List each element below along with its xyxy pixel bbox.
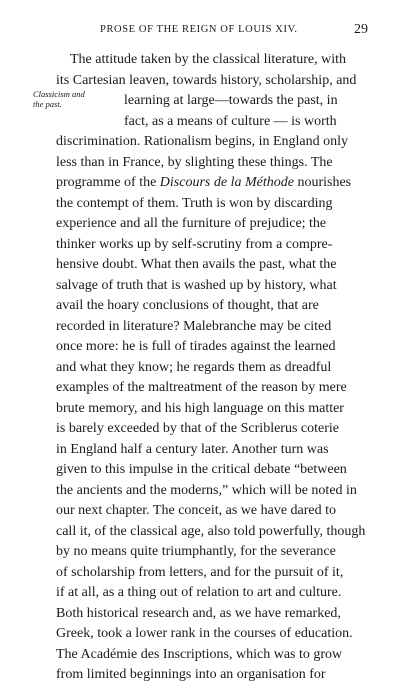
text-line-28: Both historical research and, as we have remarked,	[56, 605, 341, 621]
text-line-7-start: programme of the	[56, 175, 157, 190]
text-line-4: fact, as a means of culture — is worth	[124, 113, 337, 129]
text-line-24: call it, of the classical age, also told powerfully, though	[56, 523, 366, 539]
margin-note-line-2: the past.	[33, 99, 62, 109]
text-line-6: less than in France, by slighting these things. The	[56, 154, 333, 170]
text-line-10: thinker works up by self-scrutiny from a compre-	[56, 236, 333, 252]
text-line-23: our next chapter. The conceit, as we have dared to	[56, 503, 337, 518]
text-line-17: examples of the maltreatment of the reason by mere	[56, 380, 347, 395]
text-line-30: The Académie des Inscriptions, which was to grow	[56, 646, 343, 662]
text-line-12: salvage of truth that is washed up by history, what	[56, 277, 337, 293]
text-line-2: its Cartesian leaven, towards history, scholarship, and	[56, 72, 357, 88]
text-line-16: and what they know; he regards them as dreadful	[56, 359, 332, 375]
text-line-15: once more: he is full of tirades against the learned	[56, 339, 336, 354]
text-line-7	[56, 173, 374, 194]
text-line-3: learning at large—towards the past, in	[124, 93, 338, 108]
text-line-27: if at all, as a thing out of relation to art and culture.	[56, 585, 342, 600]
page-number: 29	[354, 22, 368, 37]
text-line-14: recorded in literature? Malebranche may be cited	[56, 318, 332, 334]
body-paragraph	[56, 50, 374, 686]
text-line-20: in England half a century later. Another turn was	[56, 441, 329, 457]
text-line-5: discrimination. Rationalism begins, in England only	[56, 134, 349, 149]
text-line-21: given to this impulse in the critical debate “between	[56, 462, 347, 477]
text-line-7-end: nourishes	[297, 175, 352, 190]
running-title: PROSE OF THE REIGN OF LOUIS XIV.	[100, 24, 298, 35]
work-title: Discours de la Méthode	[159, 175, 294, 190]
text-line-25: by no means quite triumphantly, for the severance	[56, 544, 336, 559]
text-line-29: Greek, took a lower rank in the courses of education.	[56, 626, 353, 641]
text-line-22: the ancients and the moderns,” which will be noted in	[56, 482, 357, 498]
text-line-19: is barely exceeded by that of the Scriblerus coterie	[56, 421, 339, 436]
text-line-13: avail the hoary conclusions of thought, that are	[56, 298, 319, 313]
text-line-26: of scholarship from letters, and for the pursuit of it,	[56, 564, 344, 580]
text-line-11: hensive doubt. What then avails the past, what the	[56, 257, 337, 272]
text-line-9: experience and all the furniture of prejudice; the	[56, 216, 327, 231]
text-line-1: The attitude taken by the classical literature, with	[70, 52, 347, 67]
text-line-18: brute memory, and his high language on this matter	[56, 400, 344, 416]
margin-note-line-1: Classicism and	[33, 89, 85, 99]
text-line-8: the contempt of them. Truth is won by discarding	[56, 195, 333, 211]
text-line-31: from limited beginnings into an organisation for	[56, 667, 326, 682]
